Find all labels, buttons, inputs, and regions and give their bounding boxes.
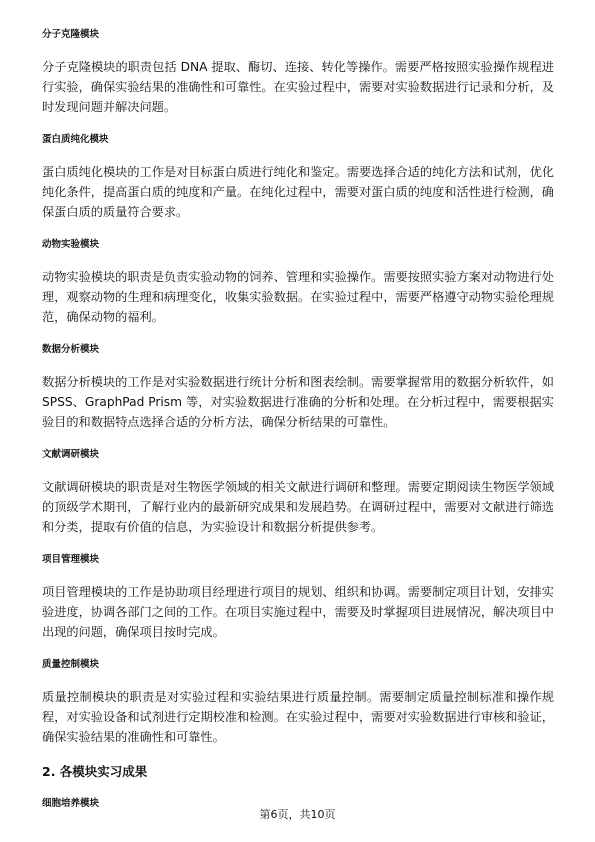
section-heading-protein-purification: 蛋白质纯化模块 xyxy=(42,134,109,145)
section-heading-project-management: 项目管理模块 xyxy=(42,554,100,565)
page-content xyxy=(42,28,554,811)
section-body-animal-experiment: 动物实验模块的职责是负责实验动物的饲养、管理和实验操作。需要按照实验方案对动物进行处理，观察动物的生理和病理变化，收集实验数据。在实验过程中，需要严格遵守动物实验伦理规范，确保动物的福利。 xyxy=(42,270,554,324)
section-body-project-management: 项目管理模块的工作是协助项目经理进行项目的规划、组织和协调。需要制定项目计划，安排实验进度，协调各部门之间的工作。在项目实施过程中，需要及时掌握项目进展情况，解决项目中出现的问题，确保项目按时完成。 xyxy=(42,585,554,639)
section-body-molecular-cloning: 分子克隆模块的职责包括 DNA 提取、酶切、连接、转化等操作。需要严格按照实验操作规程进行实验，确保实验结果的准确性和可靠性。在实验过程中，需要对实验数据进行记录和分析，及时发现问题并解决问题。 xyxy=(42,60,554,114)
section-heading-cell-culture: 细胞培养模块 xyxy=(42,798,100,809)
section-body-literature-review: 文献调研模块的职责是对生物医学领域的相关文献进行调研和整理。需要定期阅读生物医学领域的顶级学术期刊，了解行业内的最新研究成果和发展趋势。在调研过程中，需要对文献进行筛选和分类，提取有价值的信息，为实验设计和数据分析提供参考。 xyxy=(42,480,554,534)
section-heading-animal-experiment: 动物实验模块 xyxy=(42,239,100,250)
section-body-data-analysis: 数据分析模块的工作是对实验数据进行统计分析和图表绘制。需要掌握常用的数据分析软件，如 SPSS、GraphPad Prism 等，对实验数据进行准确的分析和处理。在分析过程中，需要根据实验目的和数据特点选择合适的分析方法，确保分析结果的可靠性。 xyxy=(42,375,554,429)
part-heading: 2. 各模块实习成果 xyxy=(42,764,148,779)
section-heading-literature-review: 文献调研模块 xyxy=(42,449,100,460)
page-number-footer: 第6页，共10页 xyxy=(259,808,336,821)
section-heading-quality-control: 质量控制模块 xyxy=(42,659,100,670)
section-body-quality-control: 质量控制模块的职责是对实验过程和实验结果进行质量控制。需要制定质量控制标准和操作规程，对实验设备和试剂进行定期校准和检测。在实验过程中，需要对实验数据进行审核和验证，确保实验结果的准确性和可靠性。 xyxy=(42,690,554,744)
section-heading-data-analysis: 数据分析模块 xyxy=(42,344,100,355)
section-heading-molecular-cloning: 分子克隆模块 xyxy=(42,29,100,40)
section-body-protein-purification: 蛋白质纯化模块的工作是对目标蛋白质进行纯化和鉴定。需要选择合适的纯化方法和试剂，优化纯化条件，提高蛋白质的纯度和产量。在纯化过程中，需要对蛋白质的纯度和活性进行检测，确保蛋白质的质量符合要求。 xyxy=(42,165,554,219)
